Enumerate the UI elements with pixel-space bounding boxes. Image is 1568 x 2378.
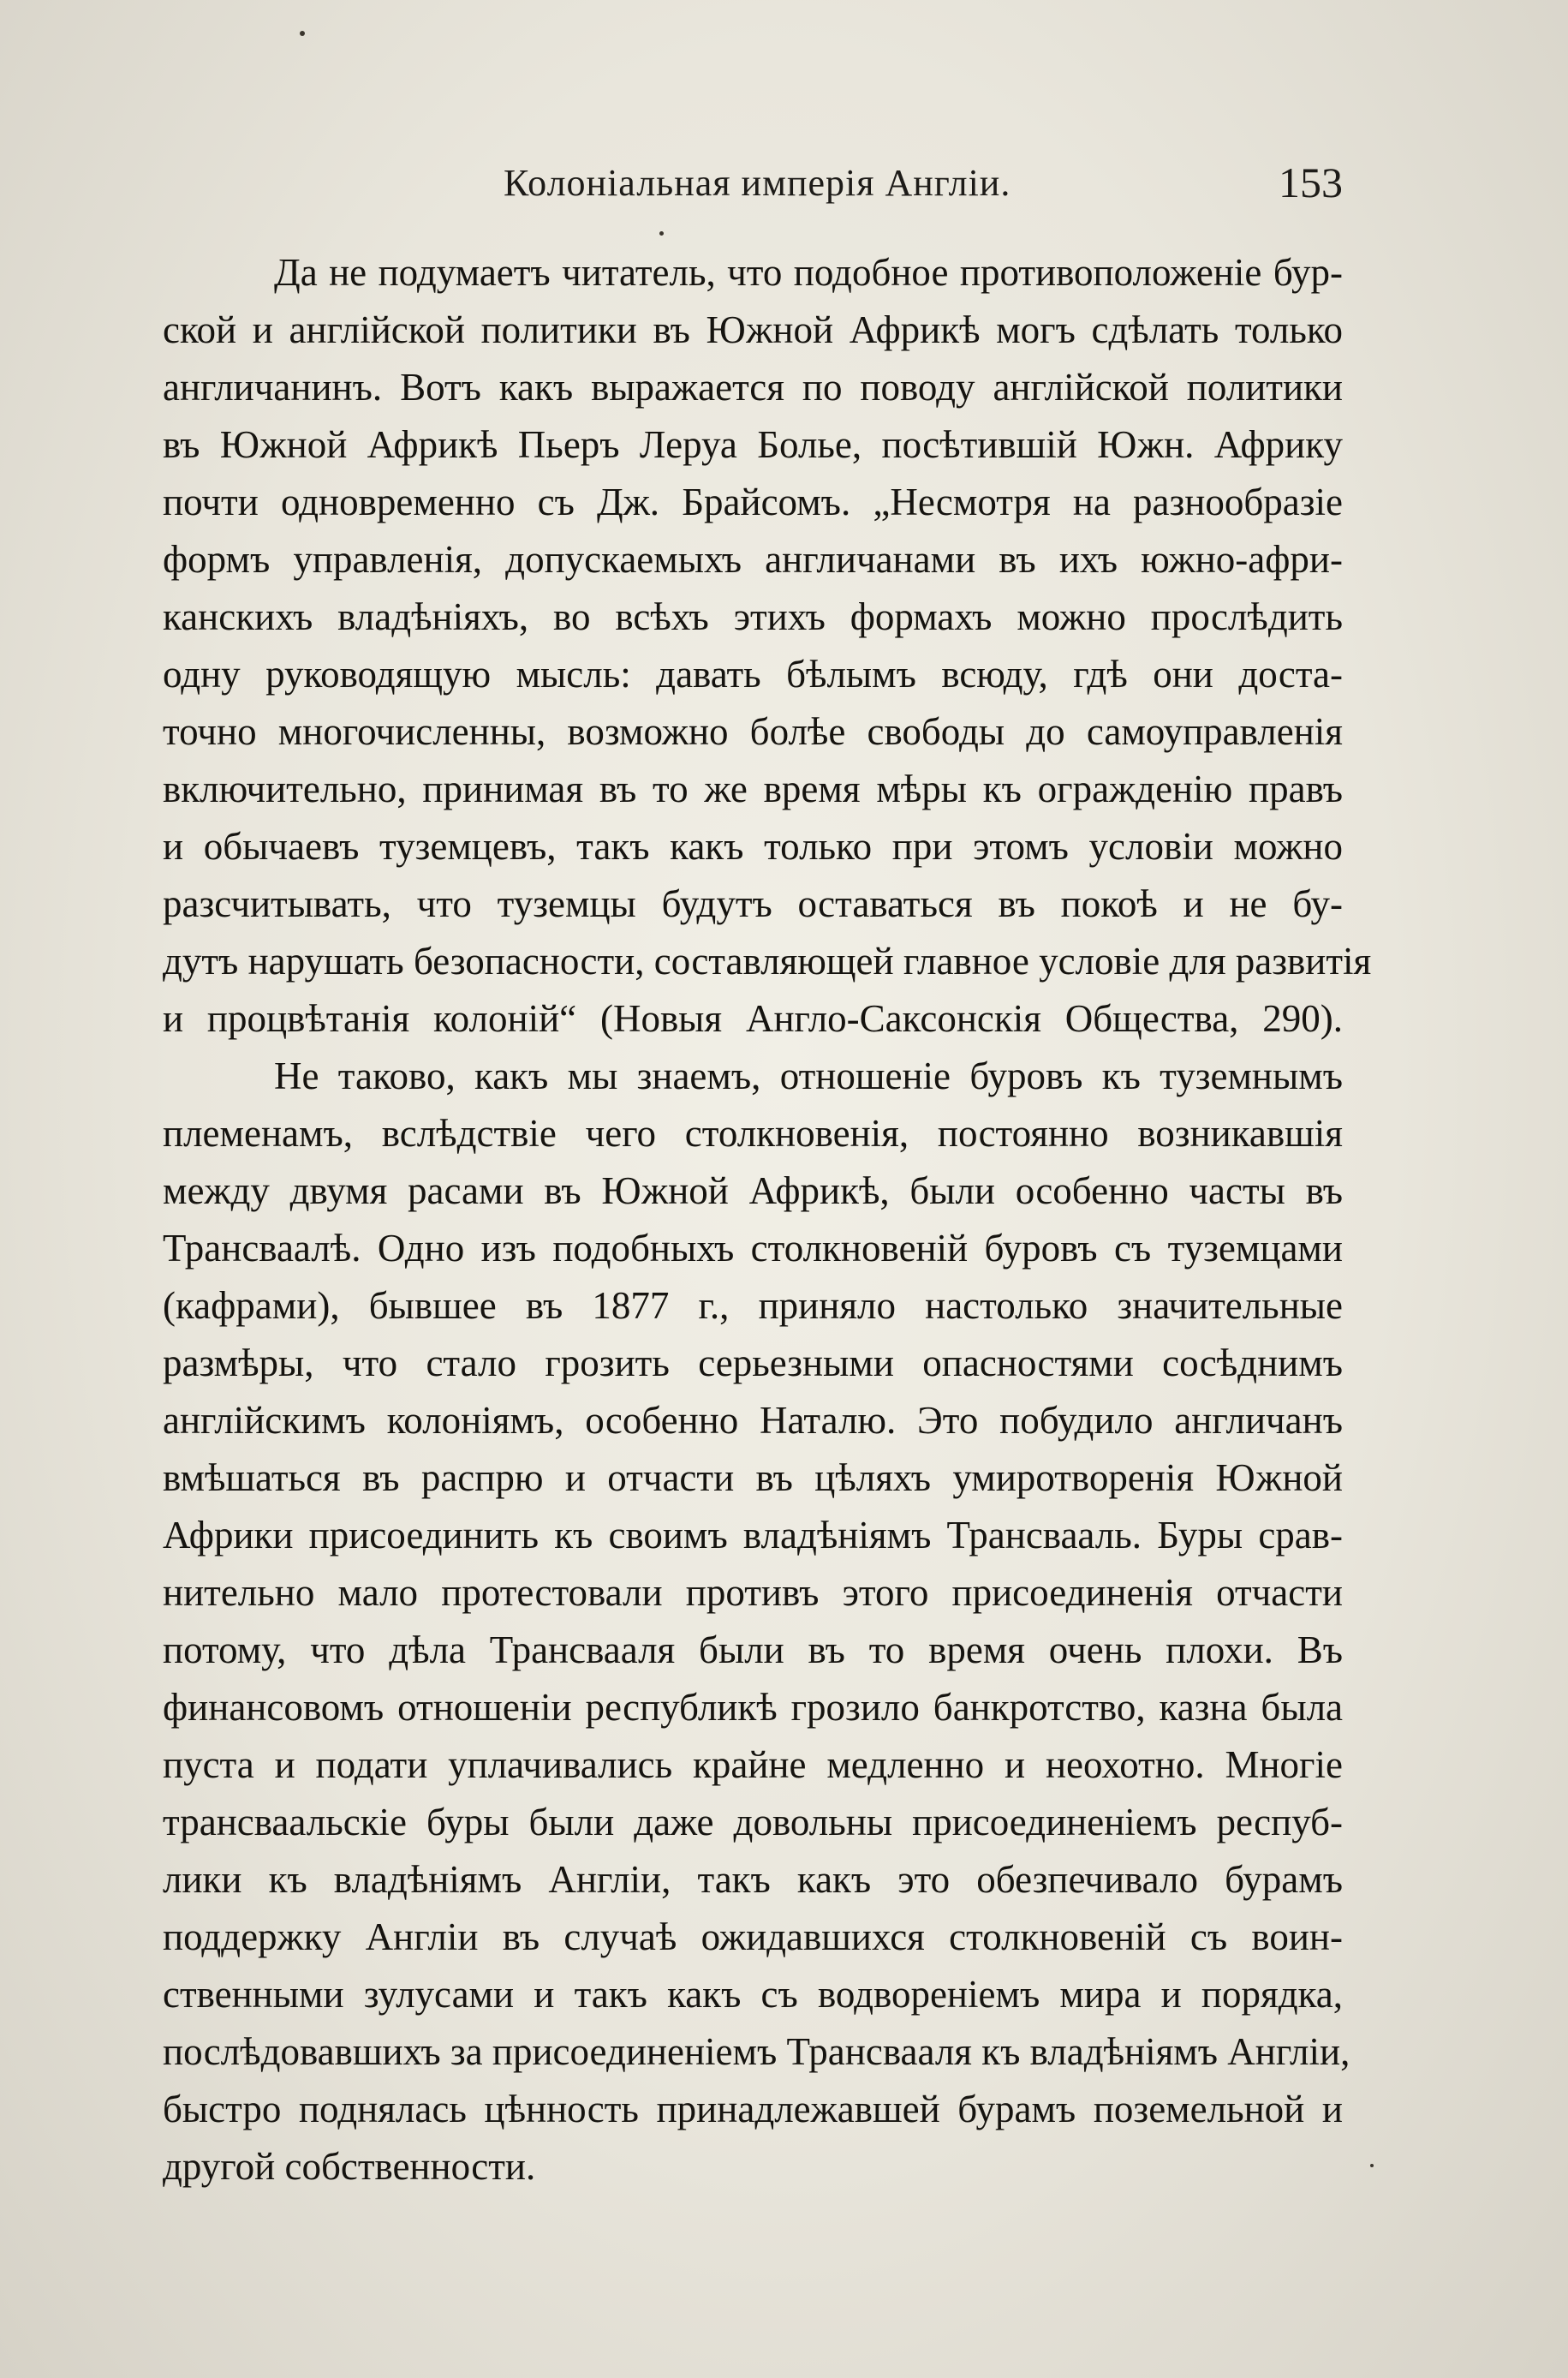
text-line: быстро поднялась цѣнность принадлежавшей бурамъ поземельной и (163, 2088, 1343, 2130)
text-line: племенамъ, вслѣдствіе чего столкновенія, постоянно возникавшія (163, 1112, 1343, 1155)
text-line: формъ управленія, допускаемыхъ англичанами въ ихъ южно-афри- (163, 538, 1343, 581)
text-line: англичанинъ. Вотъ какъ выражается по поводу англійской политики (163, 366, 1343, 409)
text-line: Трансваалѣ. Одно изъ подобныхъ столкновеній буровъ съ туземцами (163, 1227, 1343, 1270)
text-line: Да не подумаетъ читатель, что подобное противоположеніе бур- (274, 251, 1343, 294)
paragraph-2 (163, 1048, 1350, 2196)
text-line: Не таково, какъ мы знаемъ, отношеніе буровъ къ туземнымъ (274, 1055, 1343, 1097)
text-line: и обычаевъ туземцевъ, такъ какъ только при этомъ условіи можно (163, 825, 1343, 868)
running-head (161, 152, 1343, 221)
ink-speck (659, 231, 664, 236)
text-line: и процвѣтанія колоній“ (Новыя Англо-Саксонскія Общества, 290). (163, 997, 1343, 1040)
text-line: точно многочисленны, возможно болѣе свободы до самоуправленія (163, 710, 1343, 753)
running-title: Колоніальная имперія Англіи. (504, 162, 1011, 204)
text-line: финансовомъ отношеніи республикѣ грозило банкротство, казна была (163, 1686, 1343, 1729)
text-line: ственными зулусами и такъ какъ съ водвореніемъ мира и порядка, (163, 1973, 1343, 2016)
text-line: разсчитывать, что туземцы будутъ оставаться въ покоѣ и не бу- (163, 882, 1343, 925)
text-line: потому, что дѣла Трансвааля были въ то время очень плохи. Въ (163, 1628, 1343, 1671)
text-line: послѣдовавшихъ за присоединеніемъ Трансвааля къ владѣніямъ Англіи, (163, 2030, 1350, 2073)
text-line: поддержку Англіи въ случаѣ ожидавшихся столкновеній съ воин- (163, 1915, 1343, 1958)
text-line: трансваальскіе буры были даже довольны присоединеніемъ респуб- (163, 1801, 1343, 1843)
text-line: одну руководящую мысль: давать бѣлымъ всюду, гдѣ они доста- (163, 653, 1343, 696)
text-line: пуста и подати уплачивались крайне медленно и неохотно. Многіе (163, 1743, 1343, 1786)
text-line: вмѣшаться въ распрю и отчасти въ цѣляхъ умиротворенія Южной (163, 1456, 1343, 1499)
text-line: въ Южной Африкѣ Пьеръ Леруа Больe, посѣтившій Южн. Африку (163, 423, 1343, 466)
text-line: нительно мало протестовали противъ этого присоединенія отчасти (163, 1571, 1343, 1614)
text-line: дутъ нарушать безопасности, составляющей главное условіе для развитія (163, 940, 1372, 983)
text-line: между двумя расами въ Южной Африкѣ, были особенно часты въ (163, 1169, 1343, 1212)
text-line: лики къ владѣніямъ Англіи, такъ какъ это обезпечивало бурамъ (163, 1858, 1343, 1901)
text-line: размѣры, что стало грозить серьезными опасностями сосѣднимъ (163, 1341, 1343, 1384)
text-line: ской и англійской политики въ Южной Африкѣ могъ сдѣлать только (163, 308, 1343, 351)
ink-speck (300, 31, 305, 36)
text-line: (кафрами), бывшее въ 1877 г., приняло настолько значительные (163, 1284, 1343, 1327)
ink-speck (1370, 2164, 1374, 2167)
page-number: 153 (1279, 158, 1343, 206)
text-line: канскихъ владѣніяхъ, во всѣхъ этихъ формахъ можно прослѣдить (163, 595, 1343, 638)
text-line: включительно, принимая въ то же время мѣры къ огражденію правъ (163, 768, 1343, 810)
text-line: почти одновременно съ Дж. Брайсомъ. „Несмотря на разнообразіе (163, 481, 1343, 523)
paragraph-1 (163, 244, 1372, 1048)
body-text (163, 244, 1372, 2196)
text-line: другой собственности. (163, 2145, 536, 2188)
text-line: англійскимъ колоніямъ, особенно Наталю. Это побудило англичанъ (163, 1399, 1343, 1442)
text-line: Африки присоединить къ своимъ владѣніямъ Трансвааль. Буры срав- (163, 1514, 1343, 1556)
